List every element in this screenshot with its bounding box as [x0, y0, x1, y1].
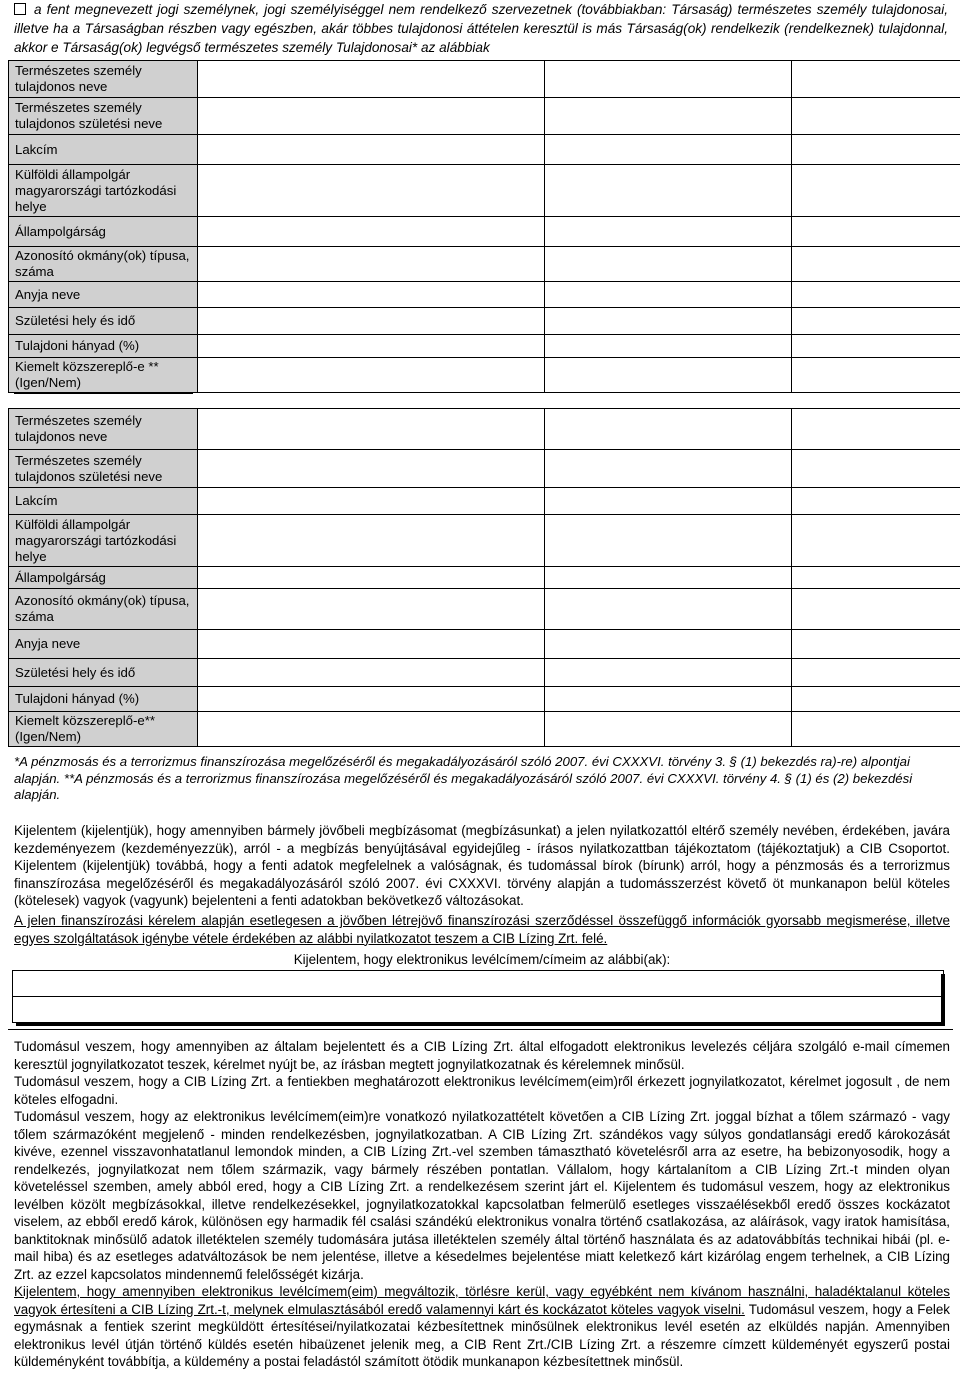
- residence-field[interactable]: [792, 165, 960, 217]
- birth-name-field[interactable]: [792, 450, 960, 488]
- statement-2: Tudomásul veszem, hogy a CIB Lízing Zrt. a fentiekben meghatározott elektronikus levélcímem(eim)ről érkezett jognyilatkozatot, kérelmet jogosult , de nem köteles elfogadni.: [14, 1074, 950, 1107]
- pep-field[interactable]: [198, 712, 545, 747]
- birth-name-field[interactable]: [545, 98, 792, 135]
- row-label: Születési hely és idő: [9, 308, 198, 335]
- owner-table-1: [8, 60, 960, 393]
- row-label: Természetes személy tulajdonos neve: [9, 409, 198, 450]
- row-label: Állampolgárság: [9, 217, 198, 247]
- ownership-share-field[interactable]: [792, 335, 960, 358]
- citizenship-field[interactable]: [545, 567, 792, 589]
- birth-place-date-field[interactable]: [198, 659, 545, 687]
- email-field-1[interactable]: [13, 971, 943, 997]
- citizenship-field[interactable]: [792, 567, 960, 589]
- owner-name-field[interactable]: [792, 409, 960, 450]
- residence-field[interactable]: [545, 515, 792, 567]
- statement-1: Tudomásul veszem, hogy amennyiben az általam bejelentett és a CIB Lízing Zrt. által elfogadott elektronikus levelezés céljára szolgáló e-mail címemen keresztül jognyilatkozatot teszek, kérelmet nyújt be, az írásban megtett jognyilatkozatnak és kérelemnek minősül.: [14, 1039, 950, 1072]
- email-box: [12, 970, 944, 1023]
- statement-4-rest: Tudomásul veszem, hogy a Felek egymásnak a fentiek szerint megküldött értesítései/nyilatkozatai kézbesítettnek minősülnek elektronikus levél esetén az elküldés napján. Amennyiben elektronikus levél útján történő küldés esetén hibaüzenet jelenik meg, a CIB Rent Zrt./CIB Lízing Zrt. a részemre címzett küldeményét egyszerű postai küldeményként továbbítja, a küldemény a postai feladástól számított ötödik munkanapon kézbesítettnek minősül.: [14, 1301, 951, 1369]
- email-box-shadow: [941, 974, 945, 1025]
- address-field[interactable]: [198, 135, 545, 165]
- id-document-field[interactable]: [792, 589, 960, 630]
- mother-name-field[interactable]: [545, 282, 792, 308]
- id-document-field[interactable]: [545, 589, 792, 630]
- email-box-shadow-bottom: [16, 1022, 945, 1026]
- row-label: Születési hely és idő: [9, 659, 198, 687]
- email-field-2[interactable]: [13, 997, 943, 1022]
- birth-name-field[interactable]: [198, 98, 545, 135]
- ownership-share-field[interactable]: [198, 335, 545, 358]
- row-label: Lakcím: [9, 135, 198, 165]
- section-rule: [8, 1029, 953, 1030]
- row-label: Kiemelt közszereplő-e ** (Igen/Nem): [9, 358, 198, 393]
- footnote: *A pénzmosás és a terrorizmus finanszírozása megelőzéséről és megakadályozásáról szóló 2007. évi CXXXVI. törvény 3. § (1) bekezdés ra)-re) alpontjai alapján. **A pénzmosás és a terrorizmus finanszírozása megelőzéséről és megakadályozásáról szóló 2007. évi CXXXVI. törvény 4. § (1) és (2) bekezdési alapján.: [14, 754, 913, 802]
- citizenship-field[interactable]: [198, 217, 545, 247]
- residence-field[interactable]: [198, 165, 545, 217]
- owner-name-field[interactable]: [545, 409, 792, 450]
- pep-field[interactable]: [792, 712, 960, 747]
- pep-field[interactable]: [792, 358, 960, 393]
- address-field[interactable]: [545, 135, 792, 165]
- row-label: Tulajdoni hányad (%): [9, 335, 198, 358]
- row-label: Tulajdoni hányad (%): [9, 687, 198, 712]
- statement-4: [14, 1283, 950, 1371]
- statement-3: Tudomásul veszem, hogy az elektronikus levélcímem(eim)re vonatkozó nyilatkozattételt követően a CIB Lízing Zrt. joggal bízhat a tőlem származó - vagy tőlem származóként megjelenő - minden rendelkezésben, jognyilatkozatban. A CIB Lízing Zrt. szándékos vagy súlyos gondatlansági eredő károkozását kivéve, ezennel visszavonhatatlanul lemondok minden, a CIB Lízing Zrt.-vel szemben támasztható követelésről arra az esetre, ha bebizonyosodik, hogy a rendelkezés, jognyilatkozat nem tőlem származik, vagy bármely részében pontatlan. Vállalom, hogy kártalanítom a CIB Lízing Zrt.-t minden olyan követeléssel szemben, amely abból ered, hogy a CIB Lízing Zrt. a rendelkezésem szerint járt el. Kijelentem és tudomásul veszem, hogy az elektronikus levélben közölt megbízásokkal, illetve rendelkezésekkel, jognyilatkozatokkal kapcsolatban felmerülő esetleges visszaélésekből eredő összes kockázatot viselem, az ebből eredő károk, különösen egy harmadik fél csalási szándékú elektronikus vonalra történő csatlakozása, az aláírások, vagy iratok hamisítása, banktitoknak minősülő adatok illetéktelen személy tudomására jutása illetéktelen személy által történő használata és az adatovábbítás technikai hibái (pl. e-mail hiba) és az esetleges adatváltozások be nem jelentése, illetve a késedelmes bejelentése miatt keletkező kárt kizárólag engem terhelnek, a CIB Lízing Zrt. az ezzel kapcsolatos mindennemű felelősségét kizárja.: [14, 1109, 950, 1282]
- mother-name-field[interactable]: [198, 630, 545, 659]
- residence-field[interactable]: [198, 515, 545, 567]
- birth-name-field[interactable]: [792, 98, 960, 135]
- birth-place-date-field[interactable]: [792, 659, 960, 687]
- row-label: Anyja neve: [9, 630, 198, 659]
- row-label: Természetes személy tulajdonos születési neve: [9, 450, 198, 488]
- address-field[interactable]: [545, 488, 792, 515]
- owner-name-field[interactable]: [792, 61, 960, 98]
- row-label: Lakcím: [9, 488, 198, 515]
- row-label: Azonosító okmány(ok) típusa, száma: [9, 589, 198, 630]
- row-label: Természetes személy tulajdonos születési neve: [9, 98, 198, 135]
- birth-place-date-field[interactable]: [198, 308, 545, 335]
- mother-name-field[interactable]: [198, 282, 545, 308]
- address-field[interactable]: [792, 135, 960, 165]
- row-label: Anyja neve: [9, 282, 198, 308]
- mother-name-field[interactable]: [545, 630, 792, 659]
- row-label: Természetes személy tulajdonos neve: [9, 61, 198, 98]
- birth-place-date-field[interactable]: [545, 659, 792, 687]
- pep-field[interactable]: [545, 712, 792, 747]
- citizenship-field[interactable]: [198, 567, 545, 589]
- birth-place-date-field[interactable]: [545, 308, 792, 335]
- statement-4-underlined: Kijelentem, hogy amennyiben elektronikus levélcímem(eim) megváltozik, törlésre kerül, vagy egyébként nem kívánom használni, haladéktalanul köteles vagyok értesíteni a CIB Lízing Zrt.-t, melynek elmulasztásából eredő valamennyi kárt és kockázatot köteles vagyok viselni.: [14, 1284, 950, 1317]
- checkbox[interactable]: [14, 3, 26, 15]
- mother-name-field[interactable]: [792, 282, 960, 308]
- residence-field[interactable]: [792, 515, 960, 567]
- birth-place-date-field[interactable]: [792, 308, 960, 335]
- financing-statement: A jelen finanszírozási kérelem alapján esetlegesen a jövőben létrejövő finanszírozási szerződéssel összefüggő információk gyorsabb megismerése, illetve egyes szolgáltatások igénybe vétele érdekében az alábbi nyilatkozatot teszem a CIB Lízing Zrt. felé.: [14, 913, 950, 946]
- owner-table-2: [8, 408, 960, 747]
- mother-name-field[interactable]: [792, 630, 960, 659]
- ownership-share-field[interactable]: [198, 687, 545, 712]
- citizenship-field[interactable]: [792, 217, 960, 247]
- address-field[interactable]: [198, 488, 545, 515]
- row-label: Kiemelt közszereplő-e** (Igen/Nem): [9, 712, 198, 747]
- id-document-field[interactable]: [545, 247, 792, 282]
- owner-name-field[interactable]: [198, 409, 545, 450]
- birth-name-field[interactable]: [198, 450, 545, 488]
- id-document-field[interactable]: [198, 589, 545, 630]
- row-label: Külföldi állampolgár magyarországi tartózkodási helye: [9, 165, 198, 217]
- ownership-share-field[interactable]: [545, 687, 792, 712]
- row-label: Állampolgárság: [9, 567, 198, 589]
- row-label: Azonosító okmány(ok) típusa, száma: [9, 247, 198, 282]
- email-heading: Kijelentem, hogy elektronikus levélcímem/címeim az alábbi(ak):: [293, 952, 671, 967]
- owner-name-field[interactable]: [198, 61, 545, 98]
- intro-text: a fent megnevezett jogi személynek, jogi személyiséggel nem rendelkező szervezetnek (továbbiakban: Társaság) természetes személy tulajdonosai, illetve ha a Társaságban részben vagy egészben, akár többes tulajdonosi áttételen keresztül is más Társaság(ok) rendelkezik (rendelkeznek) tulajdonnal, akkor e Társaság(ok) legvégső természetes személy Tulajdonosai* az alábbiak: [14, 2, 948, 55]
- row-label: Külföldi állampolgár magyarországi tartózkodási helye: [9, 515, 198, 567]
- id-document-field[interactable]: [198, 247, 545, 282]
- residence-field[interactable]: [545, 165, 792, 217]
- pep-field[interactable]: [198, 358, 545, 393]
- id-document-field[interactable]: [792, 247, 960, 282]
- citizenship-field[interactable]: [545, 217, 792, 247]
- declaration-text: Kijelentem (kijelentjük), hogy amennyiben bármely jövőbeli megbízásomat (megbízásunkat) a jelen nyilatkozattól eltérő személy nevében, érdekében, javára kezdeményezem (kezdeményezzük), arról - a megbízás benyújtásával egyidejűleg - írásos nyilatkozattban tájékoztatom (tájékoztatjuk) a CIB Csoportot. Kijelentem (kijelentjük) továbbá, hogy a fenti adatok megfelelnek a valóságnak, és tudomással bírok (bírunk) arról, hogy a pénzmosás és a terrorizmus finanszírozása megelőzéséről és megakadályozásáról szóló 2007. évi CXXXVI. törvény alapján a tudomásszerzést követő öt munkanapon belül köteles (kötelesek) vagyok (vagyunk) bejelenteni a fenti adatokban bekövetkező változásokat.: [14, 823, 950, 908]
- pep-field[interactable]: [545, 358, 792, 393]
- ownership-share-field[interactable]: [545, 335, 792, 358]
- owner-name-field[interactable]: [545, 61, 792, 98]
- ownership-share-field[interactable]: [792, 687, 960, 712]
- birth-name-field[interactable]: [545, 450, 792, 488]
- address-field[interactable]: [792, 488, 960, 515]
